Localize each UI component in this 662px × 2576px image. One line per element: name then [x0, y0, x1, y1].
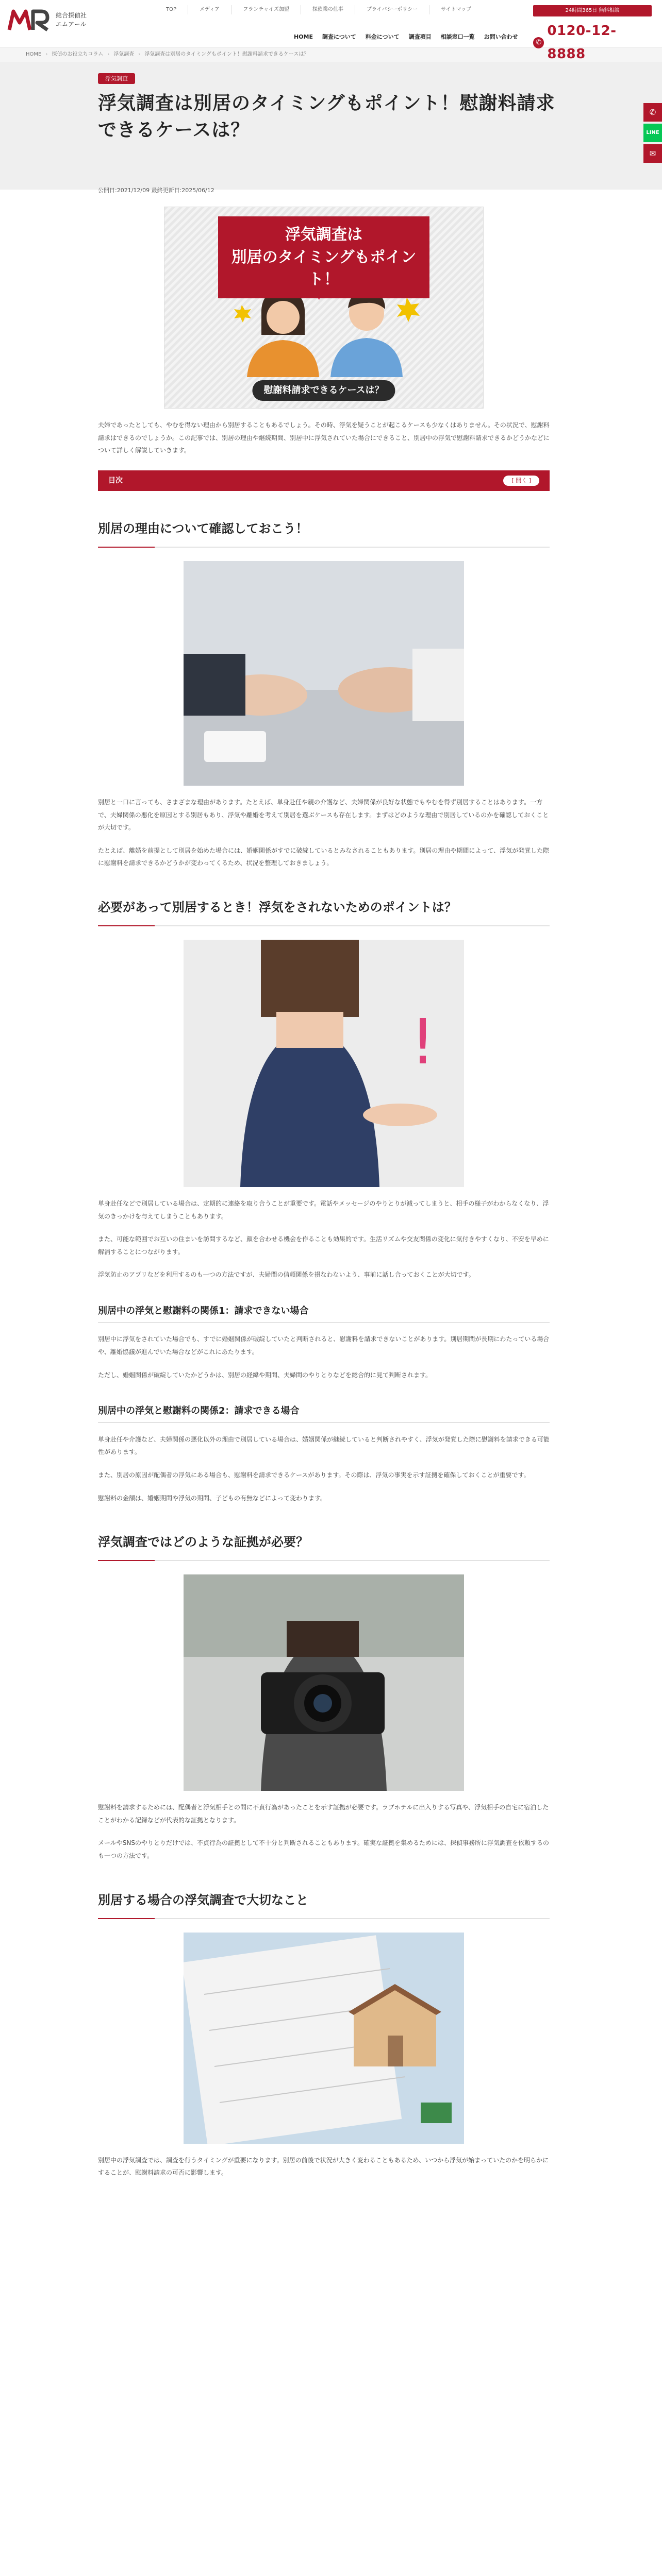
- subsection-heading: 別居中の浮気と慰謝料の関係1：請求できない場合: [98, 1300, 550, 1323]
- breadcrumb-home[interactable]: HOME: [26, 52, 42, 58]
- section-paragraph: また、可能な範囲でお互いの住まいを訪問するなど、顔を合わせる機会を作ることも効果的です。生活リズムや交友関係の変化に気付きやすくなり、不安を早めに解消することにつながります。: [98, 1235, 549, 1256]
- phone-float-button[interactable]: [643, 103, 662, 122]
- breadcrumb-separator: ›: [138, 52, 141, 58]
- phone-cta[interactable]: [533, 5, 652, 66]
- section-heading: 必要があって別居するとき！浮気をされないためのポイントは？: [98, 896, 550, 926]
- main-nav-offices[interactable]: 相談窓口一覧: [440, 33, 475, 40]
- eyecatch-title: [218, 216, 429, 298]
- site-logo[interactable]: [7, 7, 87, 33]
- toc-label: 目次: [108, 476, 123, 485]
- section-paragraph: 慰謝料の金額は、婚姻期間や浮気の期間、子どもの有無などによって変わります。: [98, 1494, 327, 1502]
- phone-icon: ✆: [649, 107, 656, 117]
- page-title: 浮気調査は別居のタイミングもポイント！慰謝料請求できるケースは？: [98, 92, 555, 141]
- title-band: [0, 62, 662, 190]
- section-paragraph: 単身赴任などで別居している場合は、定期的に連絡を取り合うことが重要です。電話やメッセージのやりとりが減ってしまうと、相手の様子がわからなくなり、浮気のきっかけを与えてしまうこともあります。: [98, 1200, 549, 1220]
- main-nav: [294, 32, 518, 42]
- top-nav: [155, 5, 483, 14]
- section-paragraph: 単身赴任や介護など、夫婦関係の悪化以外の理由で別居している場合は、婚姻関係が継続していると判断されやすく、浮気が発覚した際に慰謝料を請求できる可能性があります。: [98, 1435, 550, 1456]
- section-heading: 別居する場合の浮気調査で大切なこと: [98, 1889, 550, 1919]
- section-paragraph: 別居中の浮気調査では、調査を行うタイミングが重要になります。別居の前後で状況が大きく変わることもあるため、いつから浮気が始まっていたのかを明らかにすることが、慰謝料請求の可否に影響します。: [98, 2156, 549, 2177]
- mail-icon: ✉: [649, 148, 656, 158]
- eyecatch-subtitle: 慰謝料請求できるケースは？: [252, 380, 395, 401]
- main-nav-price[interactable]: 料金について: [365, 33, 400, 40]
- section-paragraph: ただし、婚姻関係が破綻していたかどうかは、別居の経緯や期間、夫婦間のやりとりなどを総合的に見て判断されます。: [98, 1371, 432, 1379]
- floating-contact-buttons: [643, 103, 662, 165]
- table-of-contents[interactable]: [98, 470, 550, 491]
- top-nav-item[interactable]: サイトマップ: [441, 7, 472, 12]
- main-nav-contact[interactable]: お問い合わせ: [484, 33, 518, 40]
- logo-mark: [7, 7, 51, 33]
- phone-badge: 24時間365日 無料相談: [533, 5, 652, 16]
- main-nav-about[interactable]: 調査について: [322, 33, 356, 40]
- section-paragraph: メールやSNSのやりとりだけでは、不貞行為の証拠として不十分と判断されることもあります。確実な証拠を集めるためには、探偵事務所に浮気調査を依頼するのも一つの方法です。: [98, 1839, 550, 1859]
- category-badge[interactable]: 浮気調査: [98, 73, 135, 84]
- subsection-heading: 別居中の浮気と慰謝料の関係2：請求できる場合: [98, 1400, 550, 1423]
- section-paragraph: 別居と一口に言っても、さまざまな理由があります。たとえば、単身赴任や親の介護など、夫婦関係が良好な状態でもやむを得ず別居することはあります。一方で、夫婦関係の悪化を原因とする別居もあり、浮気や離婚を考えて別居を選ぶケースも存在します。まずはどのような理由で別居しているのかを確認しておくことが大切です。: [98, 799, 549, 832]
- phone-number[interactable]: 0120-12-8888: [547, 23, 617, 62]
- article-body: [98, 185, 550, 2179]
- top-nav-item[interactable]: メディア: [188, 5, 231, 14]
- main-nav-items[interactable]: 調査項目: [408, 33, 432, 40]
- section-photo-hands: [184, 561, 464, 786]
- section-photo-calendar-house: [184, 1933, 464, 2144]
- breadcrumb-column[interactable]: 探偵のお役立ちコラム: [52, 52, 104, 58]
- main-nav-home[interactable]: HOME: [294, 33, 313, 40]
- photo-illustration: [184, 1574, 464, 1791]
- breadcrumb-separator: ›: [45, 52, 48, 58]
- breadcrumb-category[interactable]: 浮気調査: [113, 52, 135, 58]
- top-nav-item[interactable]: 探偵業の仕事: [301, 5, 355, 14]
- section-heading: 浮気調査ではどのような証拠が必要？: [98, 1531, 550, 1561]
- toc-toggle-button[interactable]: [ 開く ]: [503, 476, 539, 485]
- section-paragraph: 浮気防止のアプリなどを利用するのも一つの方法ですが、夫婦間の信頼関係を損なわないよう、事前に話し合っておくことが大切です。: [98, 1271, 475, 1279]
- intro-paragraph: 夫婦であったとしても、やむを得ない理由から別居することもあるでしょう。その時、浮気を疑うことが起こるケースも少なくはありません。その状況で、慰謝料請求はできるのでしょうか。この記事では、別居の理由や継続期間、別居中に浮気されていた場合にできること、別居中の浮気で慰謝料請求できるかどうかなどについて詳しく解説していきます。: [98, 421, 550, 454]
- top-nav-item[interactable]: TOP: [155, 5, 188, 14]
- article-dates: 公開日:2021/12/09 最終更新日:2025/06/12: [98, 187, 214, 194]
- section-paragraph: 別居中に浮気をされていた場合でも、すでに婚姻関係が破綻していたと判断されると、慰謝料を請求できないことがあります。別居期間が長期にわたっている場合や、離婚協議が進んでいた場合などがこれにあたります。: [98, 1335, 550, 1356]
- photo-illustration: [184, 1933, 464, 2144]
- eyecatch-image: [164, 207, 484, 409]
- section-paragraph: 慰謝料を請求するためには、配偶者と浮気相手との間に不貞行為があったことを示す証拠が必要です。ラブホテルに出入りする写真や、浮気相手の自宅に宿泊したことがわかる記録などが代表的な証拠となります。: [98, 1804, 549, 1824]
- top-nav-item[interactable]: プライバシーポリシー: [355, 5, 430, 14]
- logo-line-2: エムアール: [56, 21, 87, 28]
- phone-icon: ✆: [533, 37, 544, 48]
- section-photo-woman: [184, 940, 464, 1187]
- top-nav-item[interactable]: フランチャイズ加盟: [231, 5, 301, 14]
- section-paragraph: たとえば、離婚を前提として別居を始めた場合には、婚姻関係がすでに破綻しているとみなされることもあります。別居の理由や期間によって、浮気が発覚した際に慰謝料を請求できるかどうかが変わってくるため、状況を整理しておきましょう。: [98, 846, 550, 867]
- photo-illustration: [184, 561, 464, 786]
- line-float-button[interactable]: [643, 124, 662, 142]
- section-paragraph: また、別居の原因が配偶者の浮気にある場合も、慰謝料を請求できるケースがあります。その際は、浮気の事実を示す証拠を確保しておくことが重要です。: [98, 1471, 530, 1479]
- section-heading: 別居の理由について確認しておこう！: [98, 518, 550, 548]
- section-photo-camera: [184, 1574, 464, 1791]
- breadcrumb-separator: ›: [107, 52, 110, 58]
- breadcrumb-current: 浮気調査は別居のタイミングもポイント！慰謝料請求できるケースは？: [144, 52, 309, 58]
- line-icon: LINE: [646, 130, 659, 136]
- mail-float-button[interactable]: [643, 144, 662, 163]
- svg-text:!: !: [410, 1007, 436, 1078]
- logo-line-1: 総合探偵社: [56, 12, 87, 20]
- photo-illustration: [184, 940, 464, 1187]
- eyecatch-title-text: 浮気調査は 別居のタイミングもポイント！: [231, 226, 417, 289]
